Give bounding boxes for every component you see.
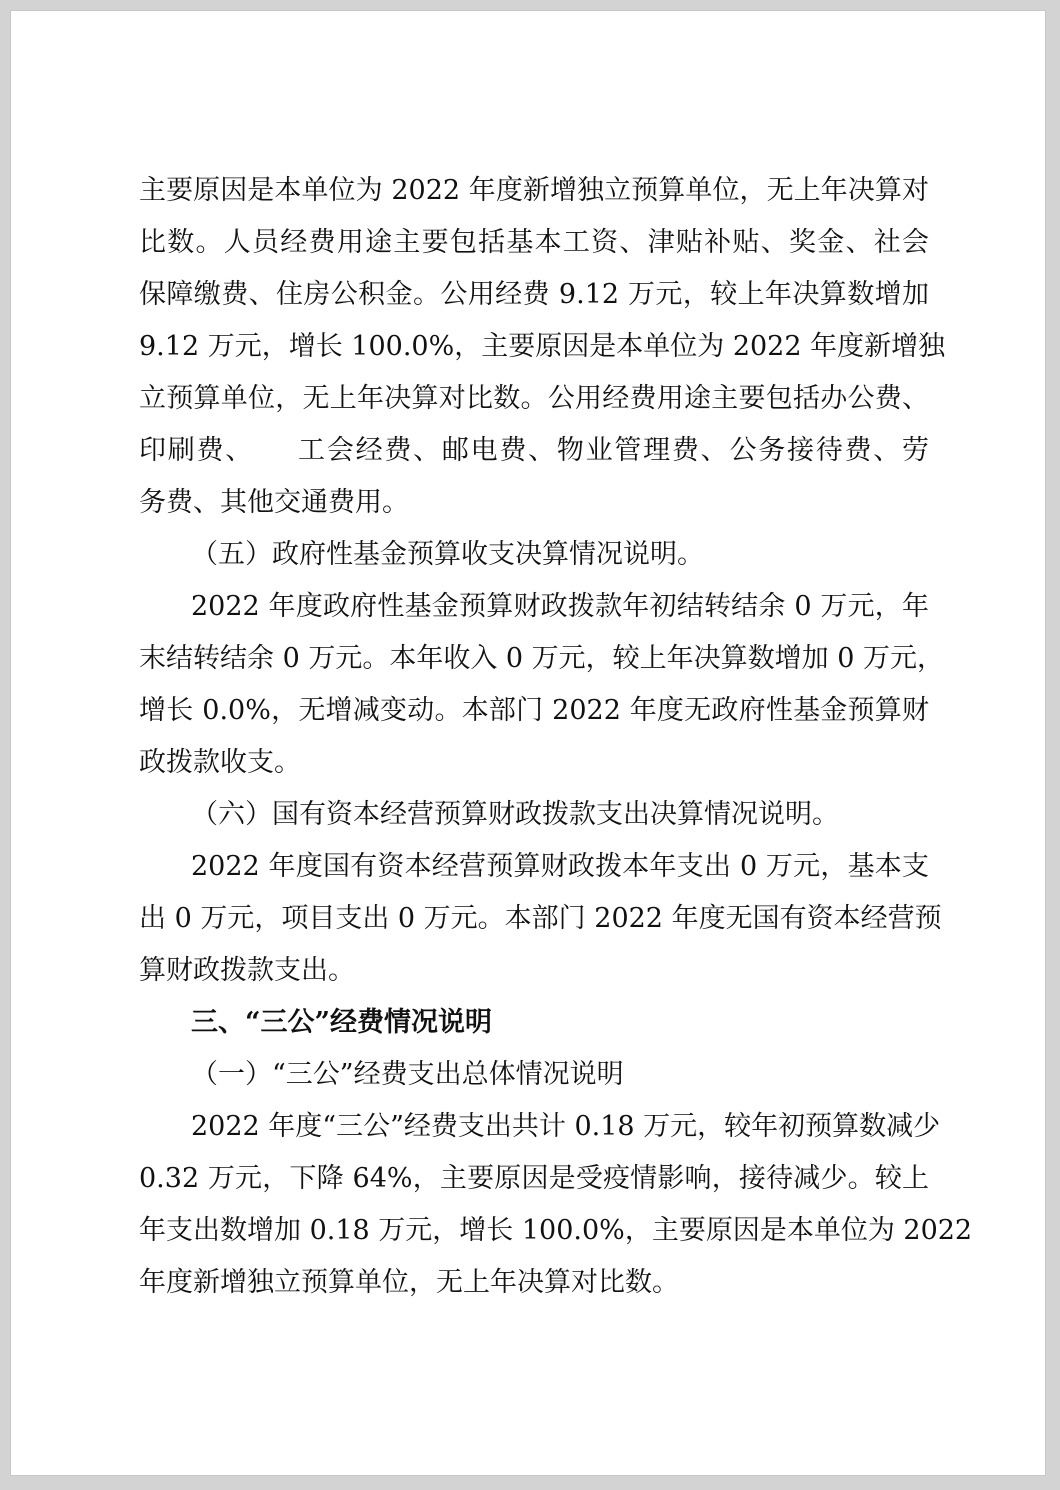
document-page [10, 10, 1046, 1476]
subsection-heading-one: （一）“三公”经费支出总体情况说明 [191, 1059, 624, 1090]
paragraph-line: 比数。人员经费用途主要包括基本工资、津贴补贴、奖金、社会 [139, 227, 929, 258]
paragraph-line: 0.32 万元，下降 64%，主要原因是受疫情影响，接待减少。较上 [139, 1163, 929, 1194]
paragraph-line: 年度新增独立预算单位，无上年决算对比数。 [139, 1267, 679, 1298]
paragraph-line: 年支出数增加 0.18 万元，增长 100.0%，主要原因是本单位为 2022 [139, 1215, 973, 1246]
section-heading-five: （五）政府性基金预算收支决算情况说明。 [191, 539, 704, 570]
paragraph-line: 政拨款收支。 [139, 747, 301, 778]
paragraph-line: 增长 0.0%，无增减变动。本部门 2022 年度无政府性基金预算财 [139, 695, 929, 726]
paragraph-line: 2022 年度“三公”经费支出共计 0.18 万元，较年初预算数减少 [191, 1111, 941, 1142]
paragraph-line: 末结转结余 0 万元。本年收入 0 万元，较上年决算数增加 0 万元， [139, 643, 945, 674]
paragraph-line: 立预算单位，无上年决算对比数。公用经费用途主要包括办公费、 [139, 383, 929, 414]
paragraph-line: 保障缴费、住房公积金。公用经费 9.12 万元，较上年决算数增加 [139, 279, 929, 310]
paragraph-line: 务费、其他交通费用。 [139, 487, 409, 518]
paragraph-line: 印刷费、 工会经费、邮电费、物业管理费、公务接待费、劳 [139, 435, 929, 466]
paragraph-line: 出 0 万元，项目支出 0 万元。本部门 2022 年度无国有资本经营预 [139, 903, 942, 934]
paragraph-line: 9.12 万元，增长 100.0%，主要原因是本单位为 2022 年度新增独 [139, 331, 946, 362]
section-heading-six: （六）国有资本经营预算财政拨款支出决算情况说明。 [191, 799, 839, 830]
paragraph-line: 2022 年度国有资本经营预算财政拨本年支出 0 万元，基本支 [191, 851, 929, 882]
paragraph-line: 主要原因是本单位为 2022 年度新增独立预算单位，无上年决算对 [139, 175, 929, 206]
paragraph-line: 2022 年度政府性基金预算财政拨款年初结转结余 0 万元，年 [191, 591, 929, 622]
section-heading-three-public: 三、“三公”经费情况说明 [191, 1007, 493, 1038]
paragraph-line: 算财政拨款支出。 [139, 955, 355, 986]
